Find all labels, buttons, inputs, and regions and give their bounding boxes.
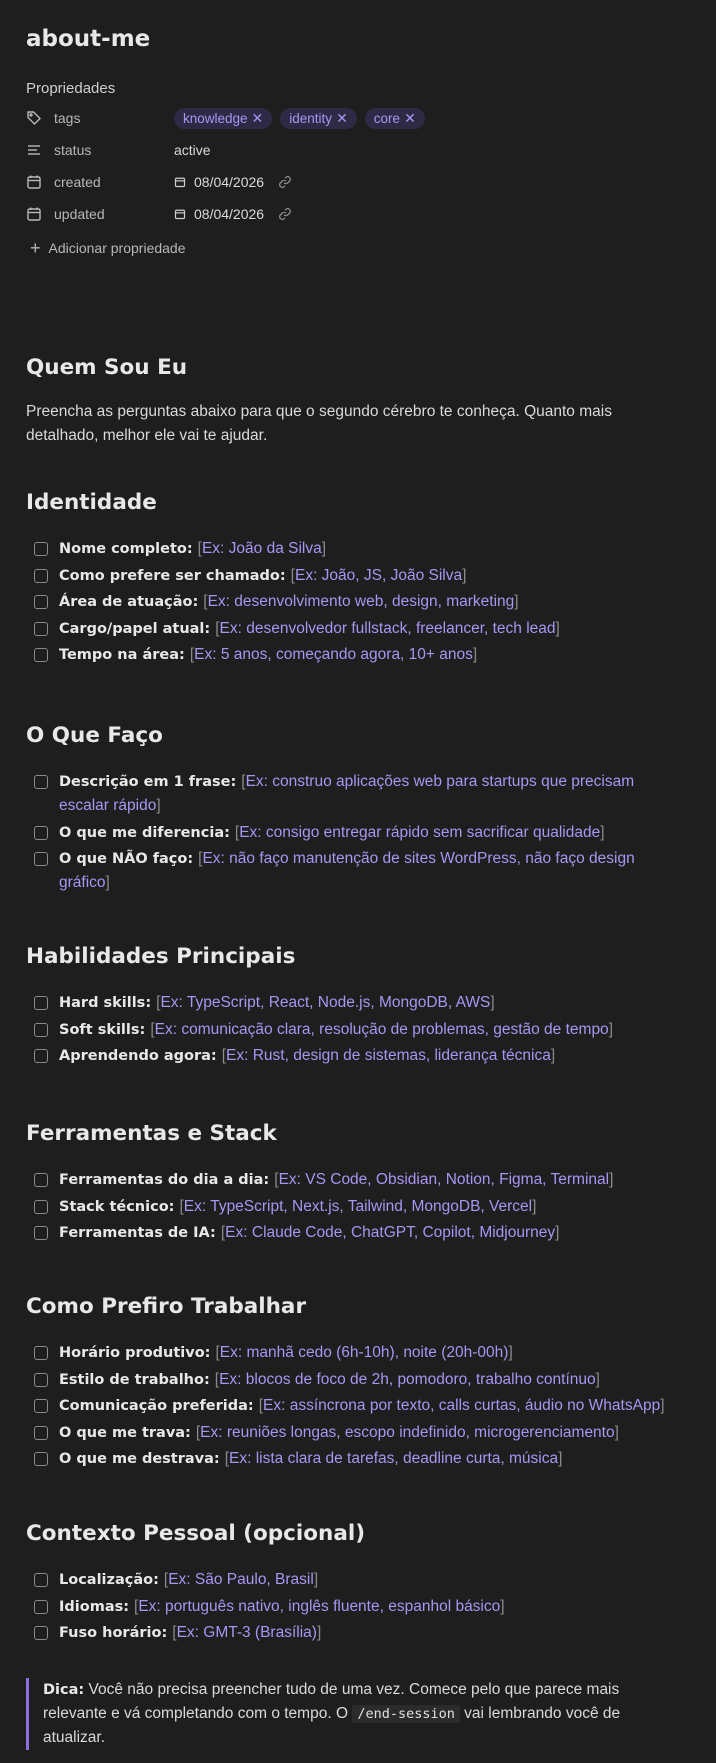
remove-tag-icon[interactable]: ✕ xyxy=(404,109,416,126)
checkbox[interactable] xyxy=(34,1399,48,1413)
property-key-label: created xyxy=(54,174,101,190)
checkbox[interactable] xyxy=(34,996,48,1010)
checkbox[interactable] xyxy=(34,542,48,556)
checkbox[interactable] xyxy=(34,1023,48,1037)
checkbox[interactable] xyxy=(34,1426,48,1440)
intro-section xyxy=(26,355,686,448)
checkbox[interactable] xyxy=(34,1200,48,1214)
property-tags xyxy=(26,102,690,134)
task-item: Ferramentas de IA: [Ex: Claude Code, ChatGPT, Copilot, Midjourney] xyxy=(34,1221,686,1245)
calendar-icon xyxy=(174,208,186,220)
property-key-label: status xyxy=(54,142,92,158)
remove-tag-icon[interactable]: ✕ xyxy=(336,109,348,126)
task-item: Tempo na área: [Ex: 5 anos, começando agora, 10+ anos] xyxy=(34,643,686,667)
created-date-value: 08/04/2026 xyxy=(194,174,265,190)
task-item: O que NÃO faço: [Ex: não faço manutenção de sites WordPress, não faço design gráfico] xyxy=(34,847,686,895)
task-item: Idiomas: [Ex: português nativo, inglês fluente, espanhol básico] xyxy=(34,1595,686,1619)
note-title[interactable]: about-me xyxy=(26,26,151,52)
section-heading[interactable]: Identidade xyxy=(26,490,157,515)
section-o-que-faco xyxy=(26,723,686,898)
section-heading[interactable]: Ferramentas e Stack xyxy=(26,1121,277,1146)
task-item: Horário produtivo: [Ex: manhã cedo (6h-10h), noite (20h-00h)] xyxy=(34,1341,686,1365)
updated-date-field[interactable] xyxy=(174,206,300,222)
list-icon xyxy=(26,142,42,158)
task-list xyxy=(26,1341,686,1471)
checkbox[interactable] xyxy=(34,622,48,636)
checkbox[interactable] xyxy=(34,595,48,609)
checkbox[interactable] xyxy=(34,852,48,866)
callout-text-before: Você não precisa preencher tudo de uma vez. Comece pelo que parece mais relevante e vá completando com o tempo. O xyxy=(43,1681,620,1722)
task-item: Comunicação preferida: [Ex: assíncrona por texto, calls curtas, áudio no WhatsApp] xyxy=(34,1394,686,1418)
section-contexto-pessoal xyxy=(26,1521,686,1648)
section-heading[interactable]: O Que Faço xyxy=(26,723,163,748)
checkbox[interactable] xyxy=(34,1049,48,1063)
task-list xyxy=(26,991,686,1068)
checkbox[interactable] xyxy=(34,1452,48,1466)
section-habilidades xyxy=(26,944,686,1071)
plus-icon: + xyxy=(30,238,41,258)
property-key-label: tags xyxy=(54,110,81,126)
link-icon[interactable] xyxy=(278,207,292,221)
property-updated xyxy=(26,198,690,230)
task-item: O que me trava: [Ex: reuniões longas, escopo indefinido, microgerenciamento] xyxy=(34,1421,686,1445)
task-item: Nome completo: [Ex: João da Silva] xyxy=(34,537,686,561)
task-list xyxy=(26,1568,686,1645)
checkbox[interactable] xyxy=(34,1173,48,1187)
section-identidade xyxy=(26,490,686,670)
checkbox[interactable] xyxy=(34,1600,48,1614)
task-item: Descrição em 1 frase: [Ex: construo aplicações web para startups que precisam escalar rápido] xyxy=(34,770,686,818)
property-created xyxy=(26,166,690,198)
main-heading[interactable]: Quem Sou Eu xyxy=(26,355,188,380)
task-item: Estilo de trabalho: [Ex: blocos de foco de 2h, pomodoro, trabalho contínuo] xyxy=(34,1368,686,1392)
tags-value[interactable] xyxy=(174,108,433,129)
section-heading[interactable]: Como Prefiro Trabalhar xyxy=(26,1294,307,1319)
updated-date-value: 08/04/2026 xyxy=(194,206,265,222)
checkbox[interactable] xyxy=(34,1346,48,1360)
properties-heading[interactable]: Propriedades xyxy=(26,80,116,97)
tag-icon xyxy=(26,110,42,126)
section-heading[interactable]: Contexto Pessoal (opcional) xyxy=(26,1521,366,1546)
task-list xyxy=(26,770,686,895)
task-item: Área de atuação: [Ex: desenvolvimento web, design, marketing] xyxy=(34,590,686,614)
property-status xyxy=(26,134,690,166)
checkbox[interactable] xyxy=(34,1226,48,1240)
task-item: O que me diferencia: [Ex: consigo entregar rápido sem sacrificar qualidade] xyxy=(34,821,686,845)
link-icon[interactable] xyxy=(278,175,292,189)
checkbox[interactable] xyxy=(34,1373,48,1387)
status-value[interactable]: active xyxy=(174,142,211,158)
callout-text-after: vai lembrando você de atualizar. xyxy=(43,1705,621,1746)
add-property-button[interactable] xyxy=(26,232,690,264)
task-item: Stack técnico: [Ex: TypeScript, Next.js, Tailwind, MongoDB, Vercel] xyxy=(34,1195,686,1219)
tip-callout[interactable] xyxy=(26,1678,663,1750)
tag-chip[interactable]: core ✕ xyxy=(365,108,425,129)
checkbox[interactable] xyxy=(34,569,48,583)
section-como-prefiro xyxy=(26,1294,686,1474)
task-item: Aprendendo agora: [Ex: Rust, design de sistemas, liderança técnica] xyxy=(34,1044,686,1068)
tag-chip[interactable]: identity ✕ xyxy=(280,108,357,129)
task-item: O que me destrava: [Ex: lista clara de tarefas, deadline curta, música] xyxy=(34,1447,686,1471)
property-key-updated[interactable] xyxy=(26,206,174,222)
checkbox[interactable] xyxy=(34,1626,48,1640)
task-item: Soft skills: [Ex: comunicação clara, resolução de problemas, gestão de tempo] xyxy=(34,1018,686,1042)
checkbox[interactable] xyxy=(34,775,48,789)
task-item: Ferramentas do dia a dia: [Ex: VS Code, Obsidian, Notion, Figma, Terminal] xyxy=(34,1168,686,1192)
task-item: Localização: [Ex: São Paulo, Brasil] xyxy=(34,1568,686,1592)
section-ferramentas xyxy=(26,1121,686,1248)
property-key-status[interactable] xyxy=(26,142,174,158)
calendar-icon xyxy=(26,206,42,222)
property-key-created[interactable] xyxy=(26,174,174,190)
calendar-icon xyxy=(26,174,42,190)
task-item: Hard skills: [Ex: TypeScript, React, Node.js, MongoDB, AWS] xyxy=(34,991,686,1015)
checkbox[interactable] xyxy=(34,1573,48,1587)
task-list xyxy=(26,1168,686,1245)
task-item: Como prefere ser chamado: [Ex: João, JS, João Silva] xyxy=(34,564,686,588)
section-heading[interactable]: Habilidades Principais xyxy=(26,944,296,969)
calendar-icon xyxy=(174,176,186,188)
callout-strong: Dica: xyxy=(43,1682,85,1698)
inline-code: /end-session xyxy=(352,1705,460,1723)
property-key-label: updated xyxy=(54,206,105,222)
created-date-field[interactable] xyxy=(174,174,300,190)
task-item: Cargo/papel atual: [Ex: desenvolvedor fullstack, freelancer, tech lead] xyxy=(34,617,686,641)
remove-tag-icon[interactable]: ✕ xyxy=(251,109,264,126)
task-list xyxy=(26,537,686,667)
checkbox[interactable] xyxy=(34,826,48,840)
checkbox[interactable] xyxy=(34,648,48,662)
property-key-tags[interactable] xyxy=(26,110,174,126)
add-property-label: Adicionar propriedade xyxy=(48,240,186,256)
note-page xyxy=(0,0,716,264)
intro-paragraph[interactable]: Preencha as perguntas abaixo para que o segundo cérebro te conheça. Quanto mais detalhado, melhor ele vai te ajudar. xyxy=(26,403,612,444)
tag-chip[interactable]: knowledge ✕ xyxy=(174,108,272,129)
task-item: Fuso horário: [Ex: GMT-3 (Brasília)] xyxy=(34,1621,686,1645)
